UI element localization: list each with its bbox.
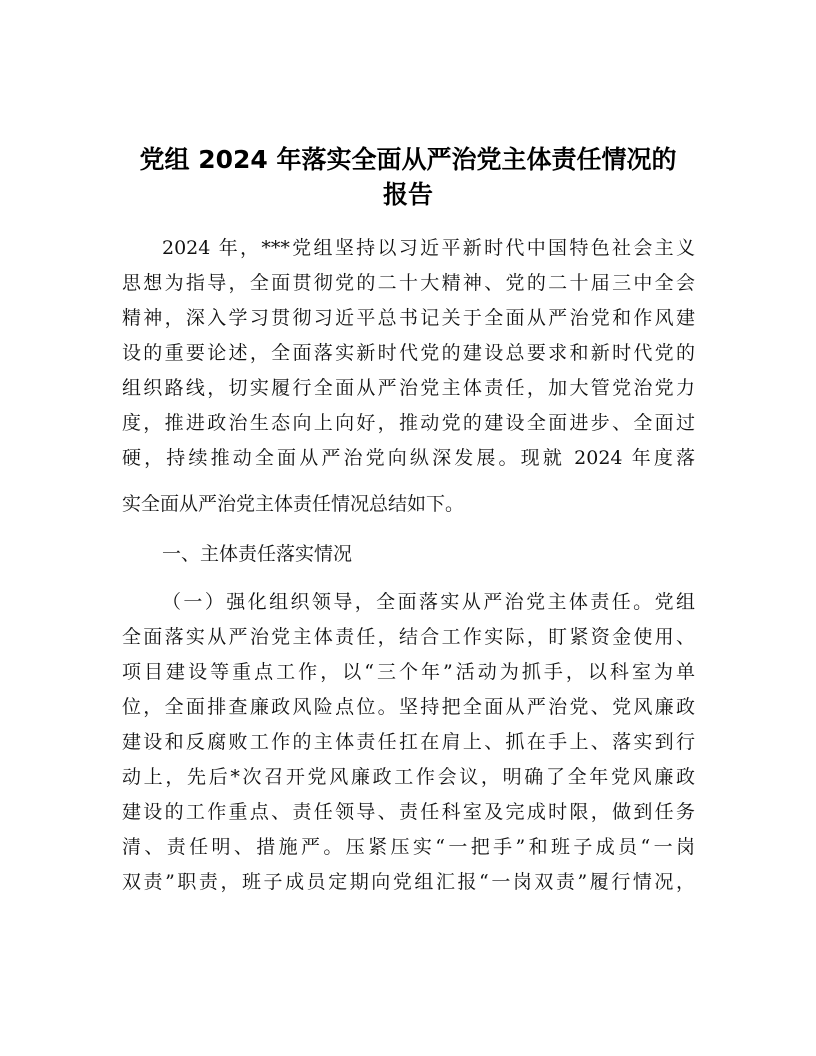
paragraph-2-line: 全面落实从严治党主体责任，结合工作实际，盯紧资金使用、 [122,626,695,648]
paragraph-1-line: 精神，深入学习贯彻习近平总书记关于全面从严治党和作风建 [122,307,695,329]
paragraph-1-line: 实全面从严治党主体责任情况总结如下。 [122,493,465,515]
paragraph-1-line: 2024 年，***党组坚持以习近平新时代中国特色社会主义 [162,237,695,259]
paragraph-1-line: 思想为指导，全面贯彻党的二十大精神、党的二十届三中全会 [122,272,695,294]
document-title-line-2: 报告 [382,180,433,209]
paragraph-1-line: 组织路线，切实履行全面从严治党主体责任，加大管党治党力 [122,377,695,399]
paragraph-2-line: 建设和反腐败工作的主体责任扛在肩上、抓在手上、落实到行 [122,731,695,753]
paragraph-2-line: 清、责任明、措施严。压紧压实“一把手”和班子成员“一岗 [122,836,695,858]
paragraph-1-line: 设的重要论述，全面落实新时代党的建设总要求和新时代党的 [122,342,695,364]
section-heading: 一、主体责任落实情况 [162,543,353,565]
paragraph-2-line: 项目建设等重点工作，以“三个年”活动为抓手，以科室为单 [122,661,695,683]
paragraph-1-line: 硬，持续推动全面从严治党向纵深发展。现就 2024 年度落 [122,447,695,469]
paragraph-2-line: 动上，先后*次召开党风廉政工作会议，明确了全年党风廉政 [122,766,695,788]
paragraph-1-line: 度，推进政治生态向上向好，推动党的建设全面进步、全面过 [122,412,695,434]
paragraph-2-line: 建设的工作重点、责任领导、责任科室及完成时限，做到任务 [122,801,695,823]
paragraph-2-line: 双责”职责，班子成员定期向党组汇报“一岗双责”履行情况， [122,871,695,893]
document-title-line-1: 党组 2024 年落实全面从严治党主体责任情况的 [139,145,677,174]
paragraph-2-line: 位，全面排查廉政风险点位。坚持把全面从严治党、党风廉政 [122,696,695,718]
paragraph-2-line: （一）强化组织领导，全面落实从严治党主体责任。党组 [162,591,695,613]
